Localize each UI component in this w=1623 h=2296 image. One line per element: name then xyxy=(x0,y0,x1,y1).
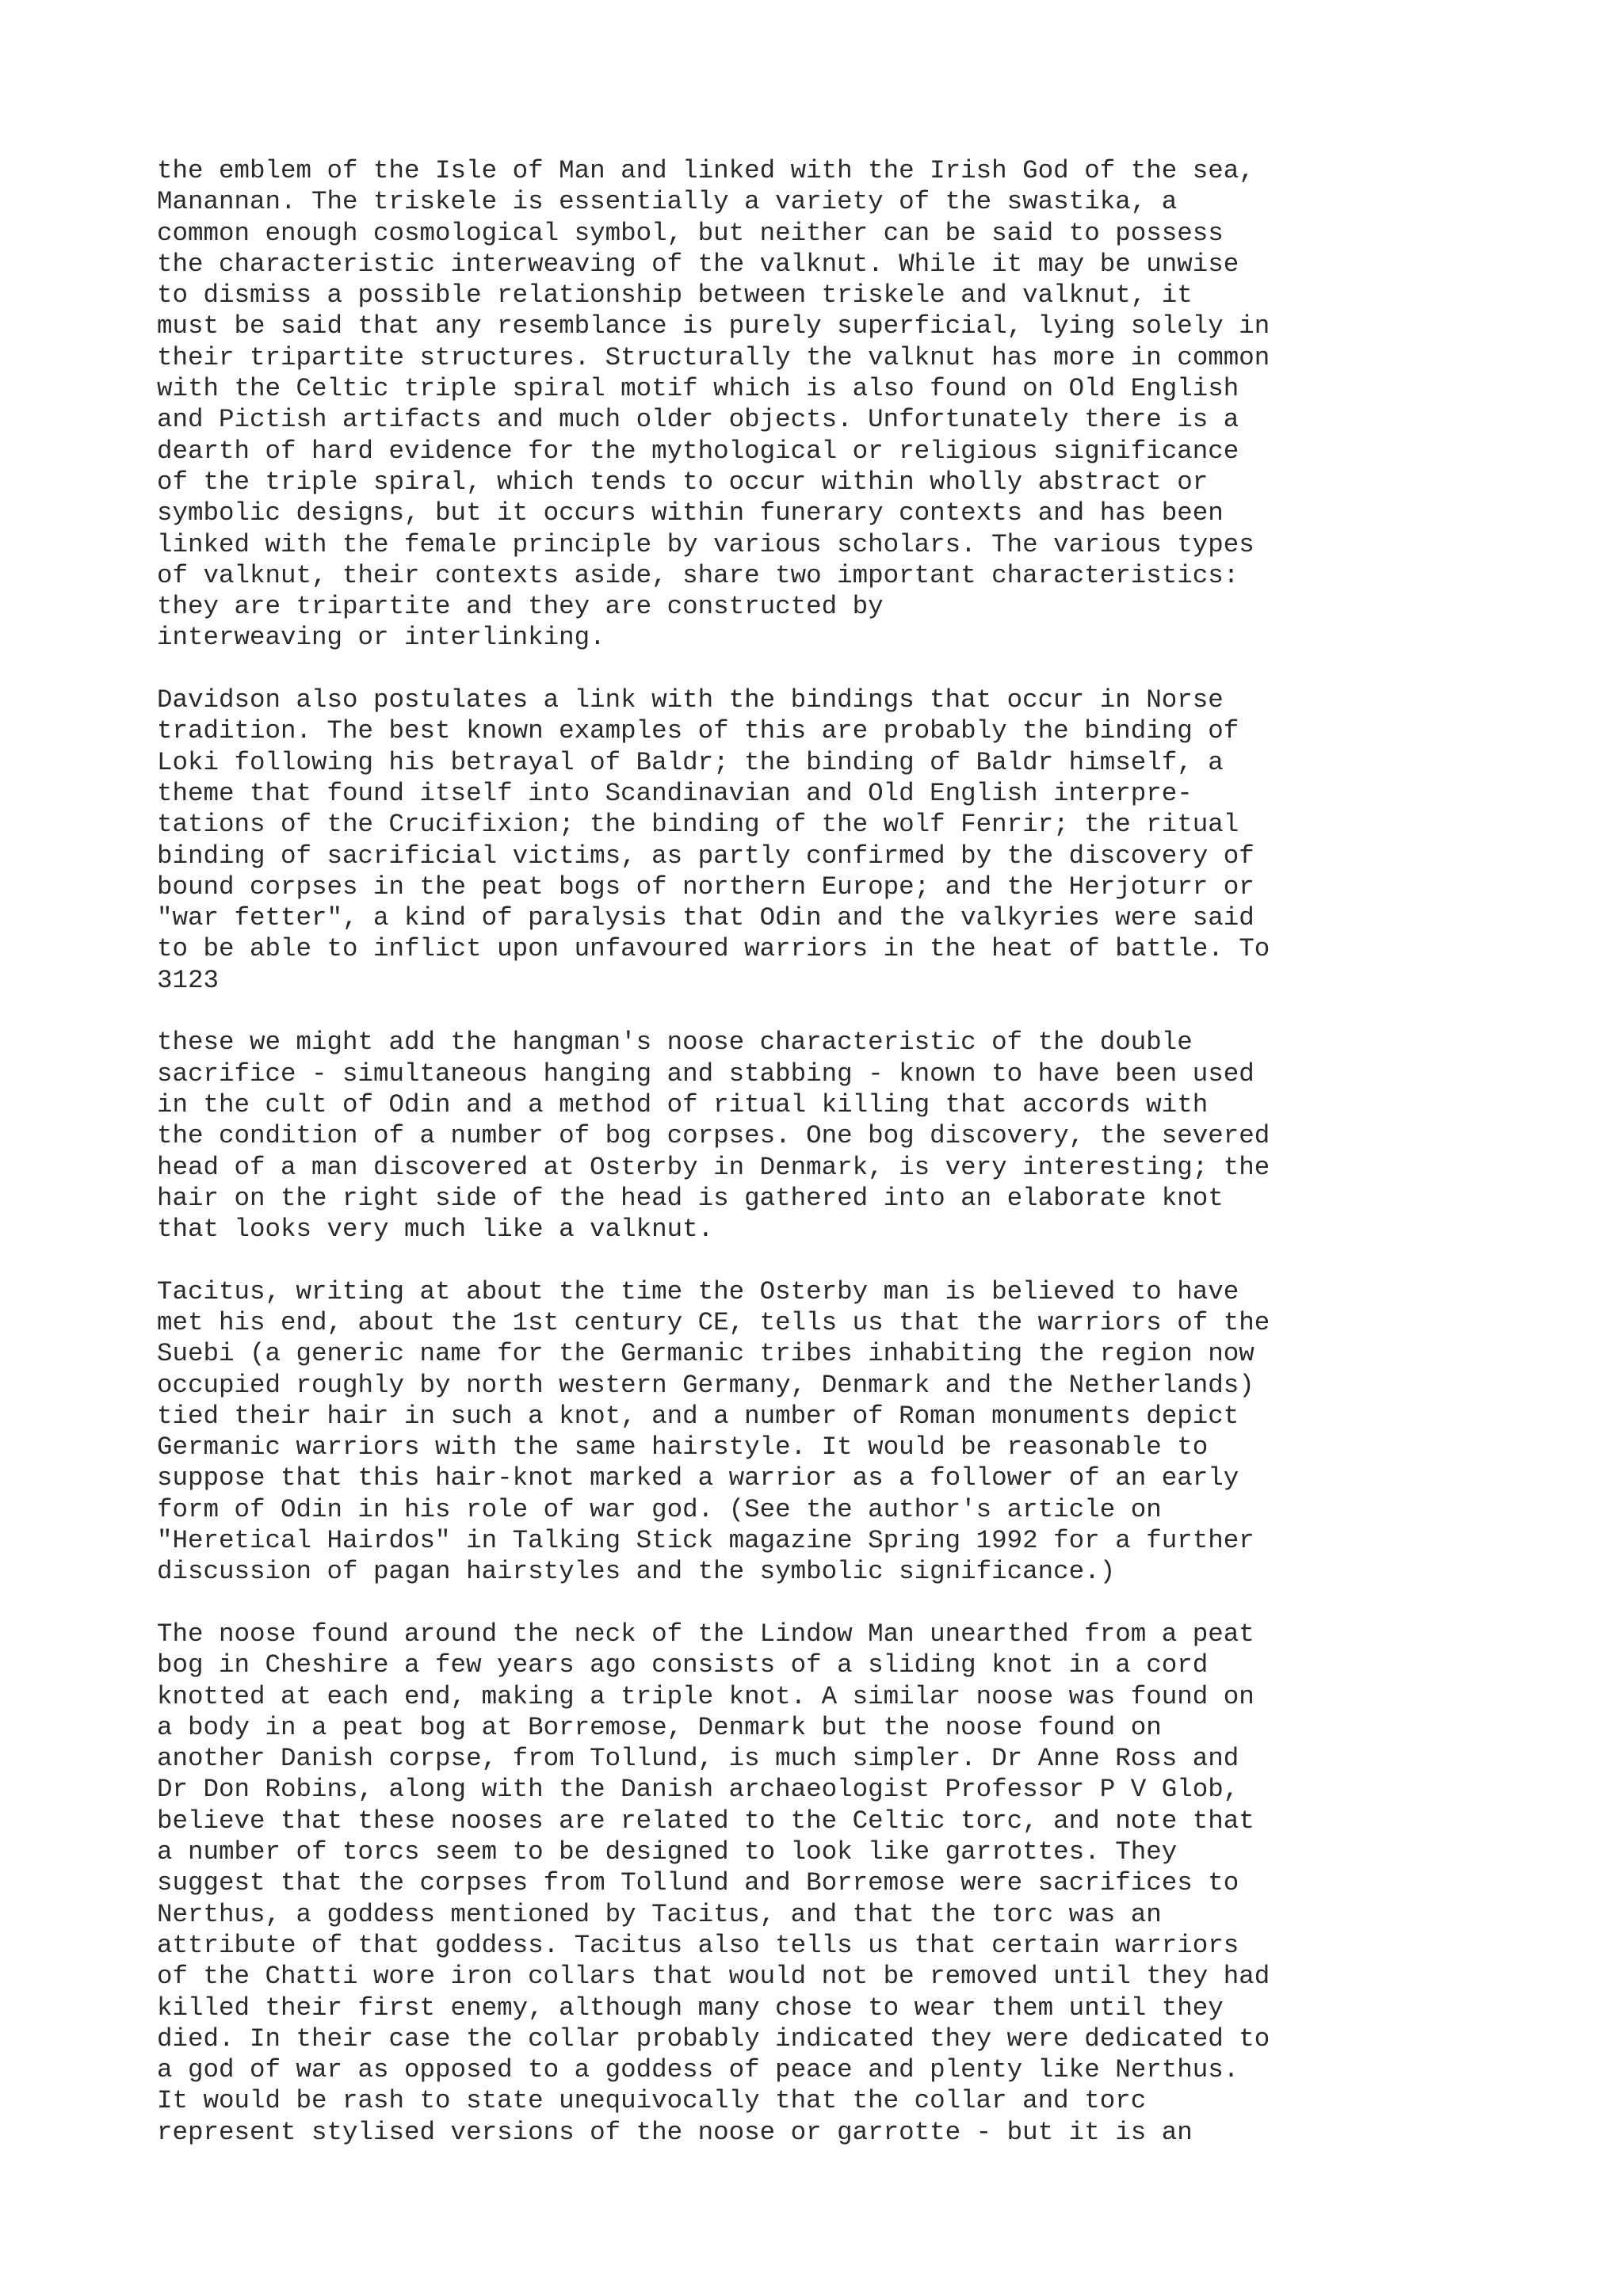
paragraph xyxy=(157,1027,1504,1245)
text-line: Suebi (a generic name for the Germanic tribes inhabiting the region now xyxy=(157,1339,1254,1369)
text-line: linked with the female principle by various scholars. The various types xyxy=(157,529,1254,559)
text-line: occupied roughly by north western Germany, Denmark and the Netherlands) xyxy=(157,1370,1254,1400)
text-line: these we might add the hangman's noose characteristic of the double xyxy=(157,1028,1193,1058)
text-line: Germanic warriors with the same hairstyle. It would be reasonable to xyxy=(157,1432,1209,1463)
text-line: attribute of that goddess. Tacitus also tells us that certain warriors xyxy=(157,1930,1239,1960)
text-line: Davidson also postulates a link with the bindings that occur in Norse xyxy=(157,685,1224,715)
text-line: binding of sacrificial victims, as partly confirmed by the discovery of xyxy=(157,841,1254,871)
text-line: the characteristic interweaving of the valknut. While it may be unwise xyxy=(157,249,1239,279)
text-line: tradition. The best known examples of this are probably the binding of xyxy=(157,716,1239,746)
text-line: killed their first enemy, although many chose to wear them until they xyxy=(157,1993,1224,2023)
text-line: sacrifice - simultaneous hanging and stabbing - known to have been used xyxy=(157,1058,1254,1089)
text-line: the emblem of the Isle of Man and linked with the Irish God of the sea, xyxy=(157,156,1254,185)
paragraph xyxy=(157,1619,1504,2148)
text-line: suggest that the corpses from Tollund and Borremose were sacrifices to xyxy=(157,1868,1239,1898)
text-line: believe that these nooses are related to the Celtic torc, and note that xyxy=(157,1806,1254,1836)
text-line: tied their hair in such a knot, and a number of Roman monuments depict xyxy=(157,1401,1239,1431)
text-line: the condition of a number of bog corpses. One bog discovery, the severed xyxy=(157,1121,1270,1151)
document-page xyxy=(157,155,1504,2148)
text-line: 3123 xyxy=(157,965,220,995)
text-line: met his end, about the 1st century CE, tells us that the warriors of the xyxy=(157,1307,1270,1337)
text-line: symbolic designs, but it occurs within funerary contexts and has been xyxy=(157,498,1224,528)
text-line: Manannan. The triskele is essentially a variety of the swastika, a xyxy=(157,187,1178,217)
text-line: head of a man discovered at Osterby in Denmark, is very interesting; the xyxy=(157,1152,1270,1182)
text-line: in the cult of Odin and a method of ritual killing that accords with xyxy=(157,1089,1209,1119)
text-line: with the Celtic triple spiral motif which is also found on Old English xyxy=(157,374,1239,404)
paragraph-gap xyxy=(157,654,1504,685)
text-line: suppose that this hair-knot marked a warrior as a follower of an early xyxy=(157,1463,1239,1493)
text-line: form of Odin in his role of war god. (See the author's article on xyxy=(157,1494,1162,1524)
text-line: common enough cosmological symbol, but neither can be said to possess xyxy=(157,218,1224,248)
text-line: died. In their case the collar probably indicated they were dedicated to xyxy=(157,2023,1270,2054)
text-line: they are tripartite and they are constructed by xyxy=(157,592,884,622)
document-body xyxy=(157,155,1504,2148)
text-line: and Pictish artifacts and much older objects. Unfortunately there is a xyxy=(157,405,1239,435)
text-line: Loki following his betrayal of Baldr; the binding of Baldr himself, a xyxy=(157,747,1224,777)
paragraph xyxy=(157,685,1504,996)
text-line: theme that found itself into Scandinavian and Old English interpre- xyxy=(157,778,1193,808)
text-line: knotted at each end, making a triple knot. A similar noose was found on xyxy=(157,1681,1254,1711)
text-line: a god of war as opposed to a goddess of peace and plenty like Nerthus. xyxy=(157,2055,1239,2085)
text-line: their tripartite structures. Structurally the valknut has more in common xyxy=(157,342,1270,372)
text-line: that looks very much like a valknut. xyxy=(157,1215,714,1245)
paragraph xyxy=(157,155,1504,654)
text-line: must be said that any resemblance is purely superficial, lying solely in xyxy=(157,311,1270,341)
text-line: dearth of hard evidence for the mythological or religious significance xyxy=(157,436,1239,466)
paragraph-gap xyxy=(157,1245,1504,1276)
text-line: of valknut, their contexts aside, share two important characteristics: xyxy=(157,560,1239,590)
text-line: interweaving or interlinking. xyxy=(157,623,605,653)
text-line: represent stylised versions of the noose or garrotte - but it is an xyxy=(157,2117,1193,2147)
paragraph xyxy=(157,1276,1504,1588)
text-line: Nerthus, a goddess mentioned by Tacitus, and that the torc was an xyxy=(157,1899,1162,1929)
paragraph-gap xyxy=(157,996,1504,1027)
text-line: a body in a peat bog at Borremose, Denmark but the noose found on xyxy=(157,1712,1162,1742)
text-line: tations of the Crucifixion; the binding of the wolf Fenrir; the ritual xyxy=(157,810,1239,840)
text-line: Tacitus, writing at about the time the Osterby man is believed to have xyxy=(157,1276,1239,1306)
text-line: hair on the right side of the head is gathered into an elaborate knot xyxy=(157,1183,1224,1213)
text-line: bog in Cheshire a few years ago consists of a sliding knot in a cord xyxy=(157,1650,1209,1680)
text-line: bound corpses in the peat bogs of northern Europe; and the Herjoturr or xyxy=(157,871,1254,902)
text-line: to be able to inflict upon unfavoured warriors in the heat of battle. To xyxy=(157,934,1270,964)
text-line: "Heretical Hairdos" in Talking Stick magazine Spring 1992 for a further xyxy=(157,1526,1254,1556)
text-line: a number of torcs seem to be designed to look like garrottes. They xyxy=(157,1837,1178,1867)
text-line: The noose found around the neck of the Lindow Man unearthed from a peat xyxy=(157,1619,1254,1649)
text-line: of the triple spiral, which tends to occur within wholly abstract or xyxy=(157,467,1209,497)
text-line: of the Chatti wore iron collars that would not be removed until they had xyxy=(157,1962,1270,1992)
text-line: discussion of pagan hairstyles and the symbolic significance.) xyxy=(157,1557,1116,1587)
text-line: to dismiss a possible relationship between triskele and valknut, it xyxy=(157,280,1193,311)
text-line: another Danish corpse, from Tollund, is much simpler. Dr Anne Ross and xyxy=(157,1744,1239,1774)
paragraph-gap xyxy=(157,1588,1504,1619)
text-line: Dr Don Robins, along with the Danish archaeologist Professor P V Glob, xyxy=(157,1775,1239,1805)
text-line: "war fetter", a kind of paralysis that Odin and the valkyries were said xyxy=(157,903,1254,933)
text-line: It would be rash to state unequivocally that the collar and torc xyxy=(157,2086,1147,2116)
